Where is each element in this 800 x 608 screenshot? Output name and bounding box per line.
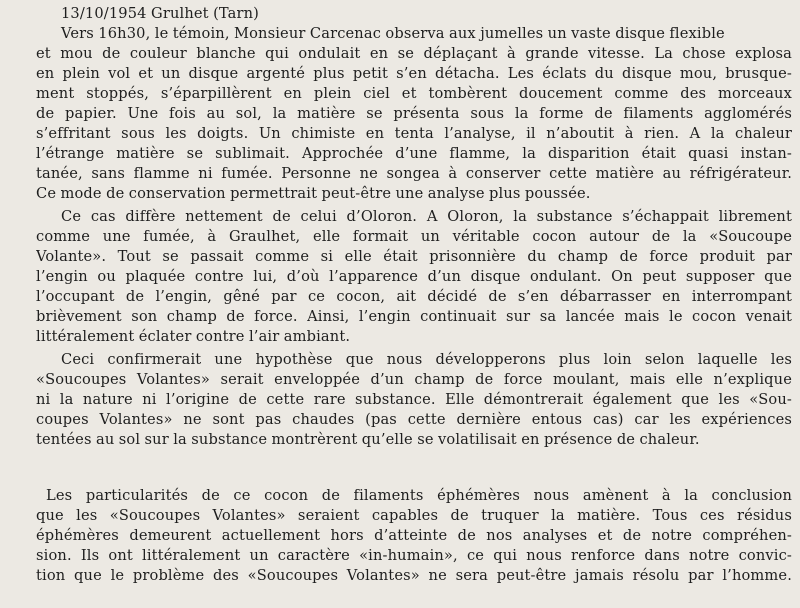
- paragraph-line: Ce mode de conservation permettrait peut-être une analyse plus poussée.: [36, 185, 591, 202]
- entry-department: (Tarn): [213, 5, 260, 22]
- paragraph-line: s’effritant sous les doigts. Un chimiste en tenta l’analyse, il n’aboutit à rien. A la chaleur: [36, 125, 792, 142]
- entry-date: 13/10/1954: [61, 5, 147, 22]
- paragraph-line: ment stoppés, s’éparpillèrent en plein ciel et tombèrent doucement comme des morceaux: [36, 85, 792, 102]
- paragraph-line: Les particularités de ce cocon de filaments éphémères nous amènent à la conclusion: [46, 487, 792, 504]
- paragraph-line: en plein vol et un disque argenté plus petit s’en détacha. Les éclats du disque mou, brusque-: [36, 65, 792, 82]
- paragraph-line: sion. Ils ont littéralement un caractère «in-humain», ce qui nous renforce dans notre convic-: [36, 547, 792, 564]
- paragraph-line: de papier. Une fois au sol, la matière se présenta sous la forme de filaments agglomérés: [36, 105, 792, 122]
- paragraph-line: coupes Volantes» ne sont pas chaudes (pas cette dernière entous cas) car les expériences: [36, 411, 792, 428]
- paragraph-line: et mou de couleur blanche qui ondulait en se déplaçant à grande vitesse. La chose explosa: [36, 45, 792, 62]
- paragraph-line: «Soucoupes Volantes» serait enveloppée d’un champ de force moulant, mais elle n’explique: [36, 371, 792, 388]
- paragraph-line: l’occupant de l’engin, gêné par ce cocon, ait décidé de s’en débarrasser en interrompant: [36, 288, 792, 305]
- paragraph-line: l’étrange matière se sublimait. Approchée d’une flamme, la disparition était quasi instan-: [36, 145, 792, 162]
- paragraph-line: Ce cas diffère nettement de celui d’Oloron. A Oloron, la substance s’échappait librement: [61, 208, 792, 225]
- paragraph-line: éphémères demeurent actuellement hors d’atteinte de nos analyses et de notre compréhen-: [36, 527, 792, 544]
- paragraph-line: tentées au sol sur la substance montrèrent qu’elle se volatilisait en présence de chaleur.: [36, 431, 700, 448]
- paragraph-line: Volante». Tout se passait comme si elle était prisonnière du champ de force produit par: [36, 248, 792, 265]
- paragraph-line: brièvement son champ de force. Ainsi, l’engin continuait sur sa lancée mais le cocon venait: [36, 308, 792, 325]
- paragraph-line: que les «Soucoupes Volantes» seraient capables de truquer la matière. Tous ces résidus: [36, 507, 792, 524]
- paragraph-line: ni la nature ni l’origine de cette rare substance. Elle démontrerait également que les «Sou-: [36, 391, 792, 408]
- paragraph-line: l’engin ou plaquée contre lui, d’où l’apparence d’un disque ondulant. On peut supposer que: [36, 268, 792, 285]
- paragraph-line: Vers 16h30, le témoin, Monsieur Carcenac observa aux jumelles un vaste disque flexible: [61, 25, 725, 42]
- paragraph-line: littéralement éclater contre l’air ambiant.: [36, 328, 351, 345]
- paragraph-line: comme une fumée, à Graulhet, elle formait un véritable cocon autour de la «Soucoupe: [36, 228, 792, 245]
- entry-place: Grulhet: [151, 5, 209, 22]
- paragraph-line: tion que le problème des «Soucoupes Volantes» ne sera peut-être jamais résolu par l’homme.: [36, 567, 792, 584]
- entry-header: [61, 4, 259, 24]
- paragraph-line: tanée, sans flamme ni fumée. Personne ne songea à conserver cette matière au réfrigérateur.: [36, 165, 792, 182]
- paragraph-line: Ceci confirmerait une hypothèse que nous développerons plus loin selon laquelle les: [61, 351, 792, 368]
